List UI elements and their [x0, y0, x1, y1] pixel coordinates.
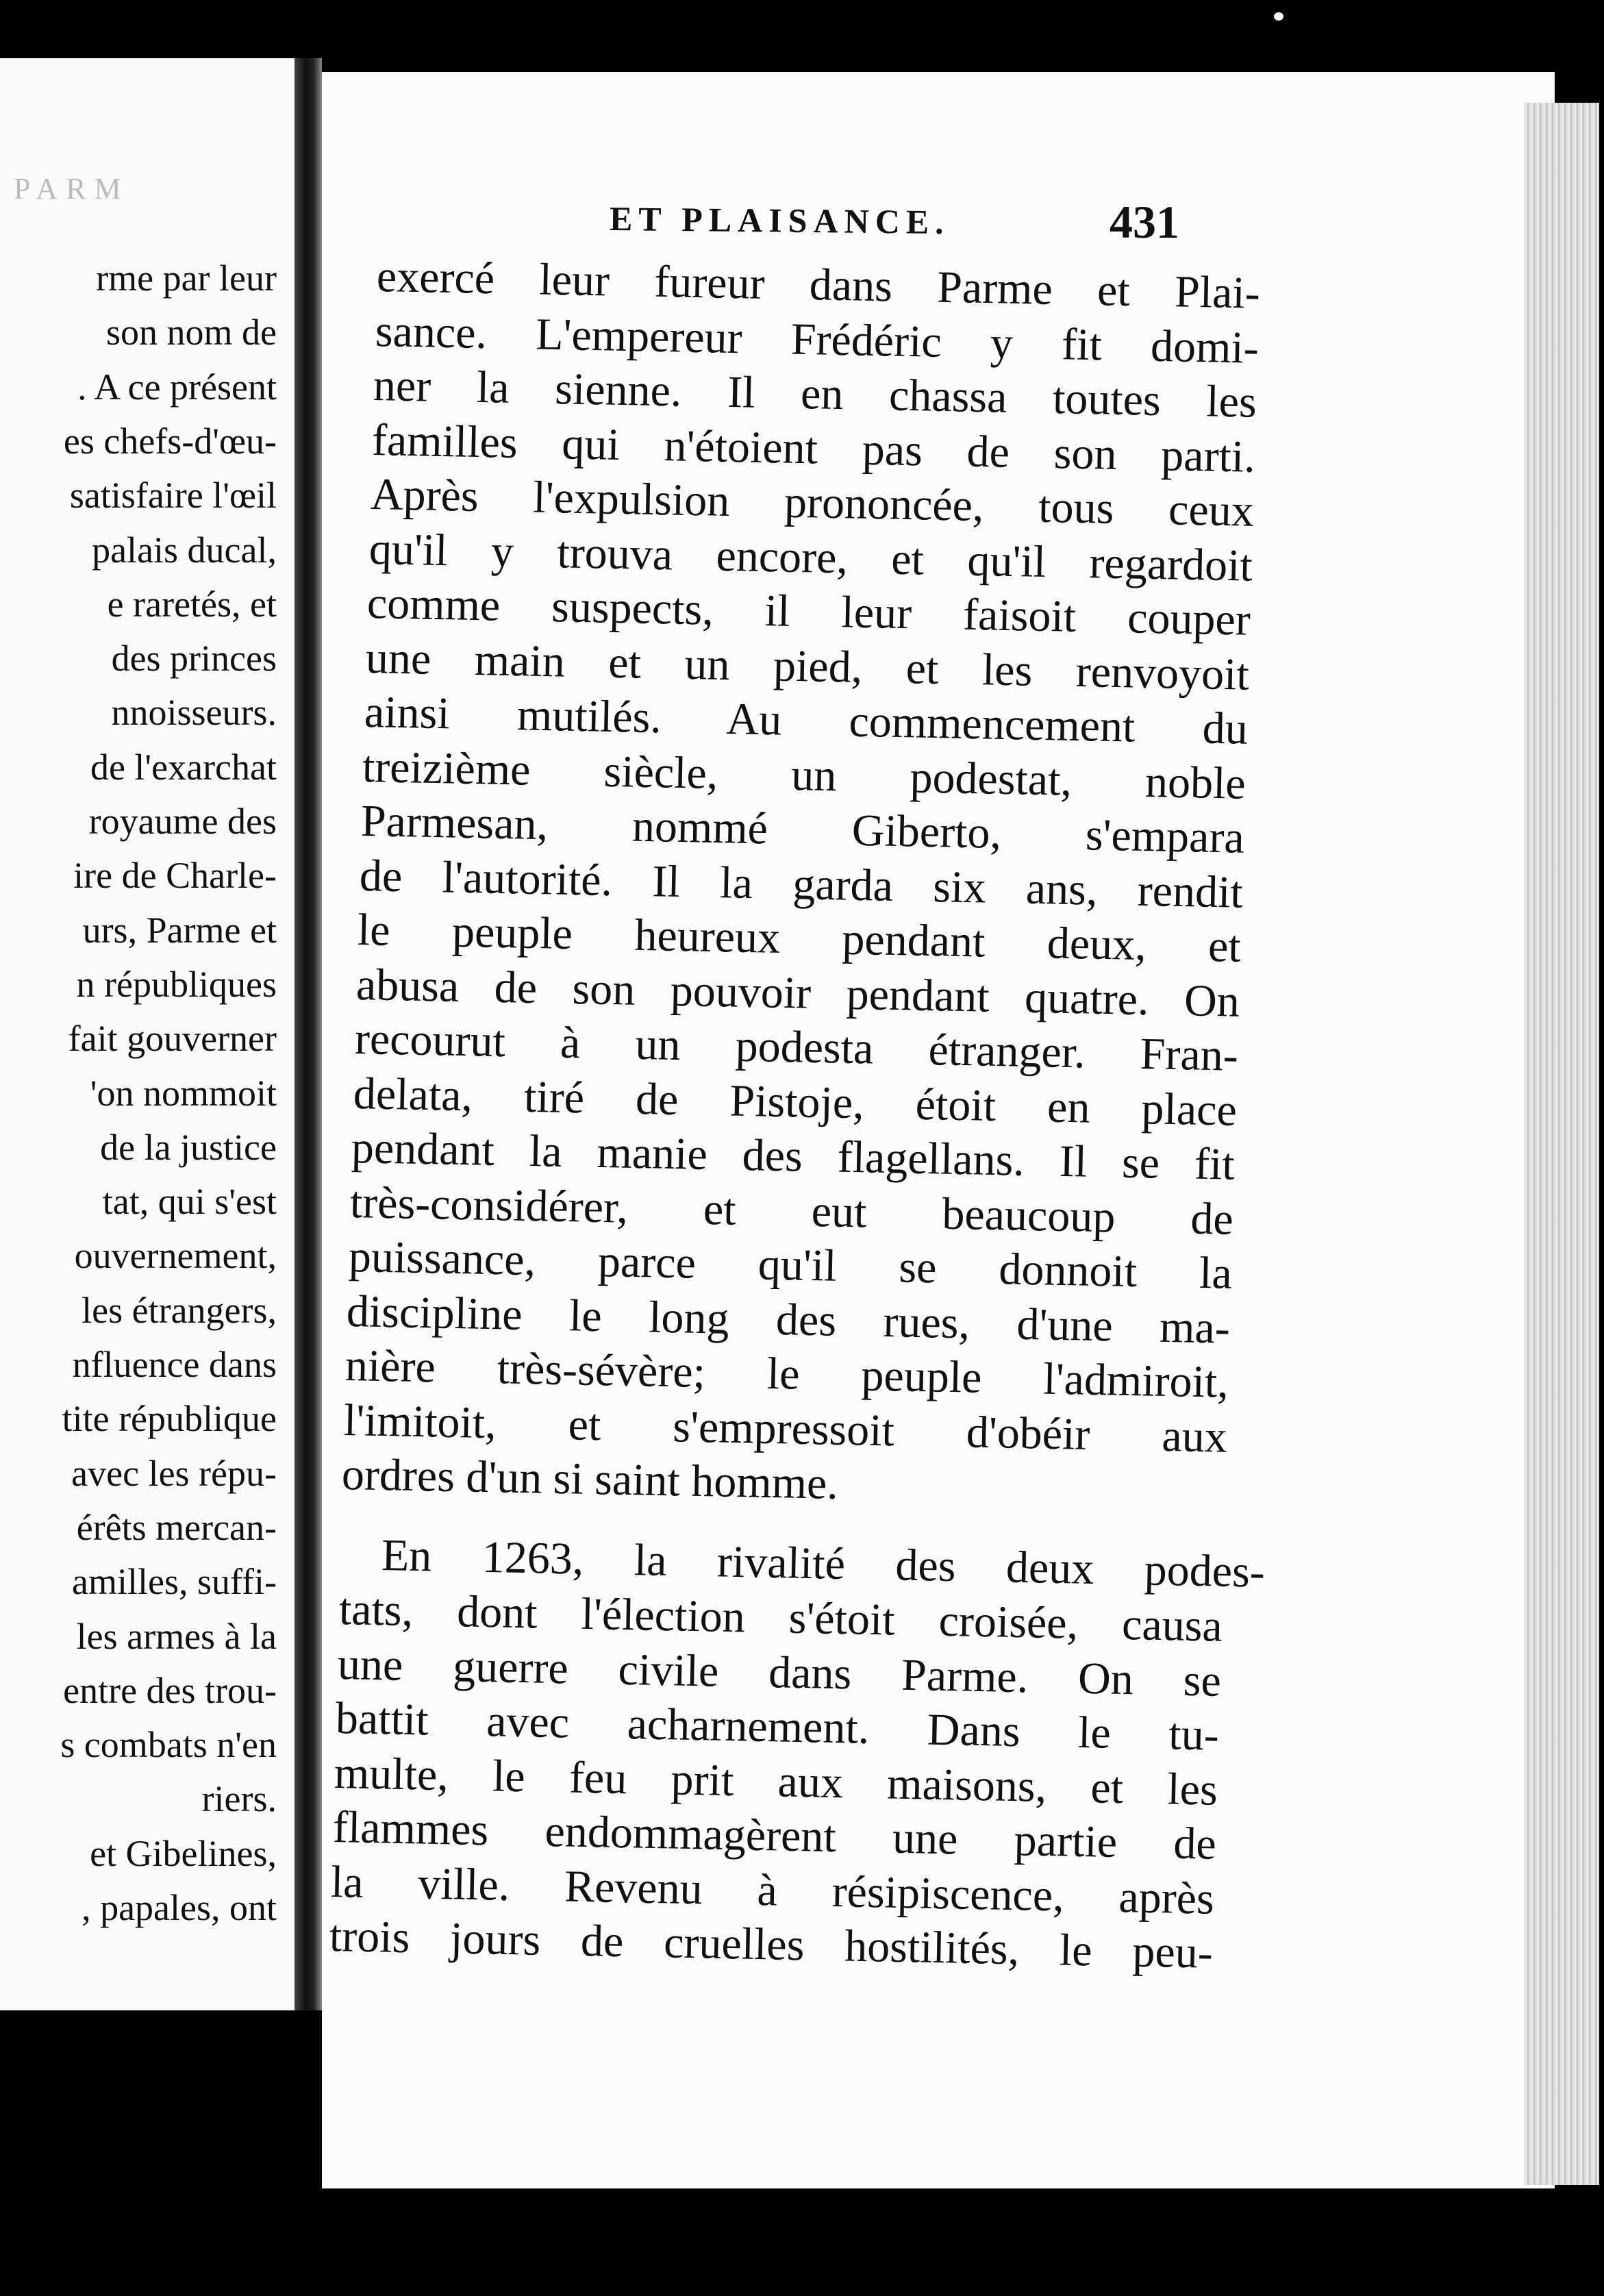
text-line: pendant la manie des flagellans. Il se fit	[351, 1123, 1236, 1190]
running-head: ET PLAISANCE.	[609, 199, 951, 242]
page-number: 431	[1110, 196, 1179, 248]
left-text-line: tite république	[62, 1398, 277, 1440]
text-line: familles qui n'étoient pas de son parti.	[371, 414, 1256, 482]
page-edges	[1524, 103, 1599, 2185]
left-text-line: ouvernement,	[74, 1235, 277, 1277]
text-line: En 1263, la rivalité des deux podes-	[381, 1530, 1266, 1597]
left-text-line: nnoisseurs.	[111, 692, 277, 734]
text-line: delata, tiré de Pistoje, étoit en place	[352, 1068, 1237, 1136]
left-text-line: les armes à la	[76, 1615, 277, 1657]
left-text-line: entre des trou-	[63, 1669, 277, 1711]
text-line: ainsi mutilés. Au commencement du	[363, 687, 1249, 754]
left-text-line: et Gibelines,	[90, 1832, 277, 1874]
left-text-line: es chefs-d'œu-	[63, 420, 277, 462]
text-line: flammes endommagèrent une partie de	[331, 1802, 1217, 1869]
left-text-line: satisfaire l'œil	[69, 475, 277, 516]
text-line: Parmesan, nommé Giberto, s'empara	[360, 796, 1245, 863]
left-text-line: avec les répu-	[71, 1452, 277, 1494]
text-line: une guerre civile dans Parme. On se	[336, 1638, 1221, 1706]
text-line: ner la sienne. Il en chassa toutes les	[373, 360, 1257, 427]
book-gutter	[295, 58, 322, 2010]
text-line: nière très-sévère; le peuple l'admiroit,	[344, 1340, 1229, 1408]
text-line: battit avec acharnement. Dans le tu-	[335, 1693, 1220, 1760]
current-page	[322, 72, 1555, 2188]
corner-speck	[1274, 12, 1283, 21]
text-line: la ville. Revenu à résipiscence, après	[330, 1856, 1215, 1924]
left-text-line: fait gouverner	[68, 1018, 277, 1060]
text-line: ordres d'un si saint homme.	[341, 1449, 839, 1509]
left-text-line: de l'exarchat	[90, 746, 277, 788]
left-text-line: . A ce présent	[77, 366, 277, 408]
left-text-line: royaume des	[88, 801, 277, 842]
left-text-line: ire de Charle-	[73, 855, 277, 897]
text-line: multe, le feu prit aux maisons, et les	[334, 1747, 1218, 1815]
text-line: recourut à un podesta étranger. Fran-	[354, 1014, 1239, 1081]
left-text-line: tat, qui s'est	[102, 1181, 277, 1223]
text-line: tats, dont l'élection s'étoit croisée, causa	[338, 1584, 1223, 1651]
left-text-line: amilles, suffi-	[72, 1561, 277, 1603]
text-line: comme suspects, il leur faisoit couper	[366, 578, 1251, 645]
left-text-line: les étrangers,	[82, 1289, 277, 1331]
text-line: trois jours de cruelles hostilités, le peu-	[329, 1911, 1214, 1978]
left-text-line: urs, Parme et	[82, 909, 277, 951]
text-line: de l'autorité. Il la garda six ans, rendit	[358, 850, 1244, 918]
previous-page	[0, 58, 295, 2010]
left-text-line: n républiques	[76, 963, 277, 1005]
left-text-line: de la justice	[100, 1126, 277, 1168]
text-line: le peuple heureux pendant deux, et	[357, 905, 1242, 972]
text-line: puissance, parce qu'il se donnoit la	[347, 1232, 1233, 1299]
text-line: treizième siècle, un podestat, noble	[362, 741, 1246, 809]
text-line: discipline le long des rues, d'une ma-	[346, 1286, 1231, 1353]
text-line: l'imitoit, et s'empressoit d'obéir aux	[342, 1395, 1228, 1462]
text-line: très-considérer, et eut beaucoup de	[349, 1177, 1234, 1245]
left-text-line: nfluence dans	[72, 1344, 277, 1385]
text-line: une main et un pied, et les renvoyoit	[365, 632, 1250, 700]
left-running-head: PARM	[14, 172, 129, 205]
text-line: exercé leur fureur dans Parme et Plai-	[376, 251, 1261, 319]
text-line: Après l'expulsion prononcée, tous ceux	[370, 469, 1255, 536]
page-body-text	[322, 72, 1555, 2188]
left-text-line: s combats n'en	[60, 1724, 277, 1766]
left-text-line: , papales, ont	[82, 1887, 277, 1928]
left-text-line: rme par leur	[96, 258, 277, 299]
left-text-line: érêts mercan-	[76, 1506, 277, 1548]
left-text-line: palais ducal,	[92, 529, 277, 571]
text-line: sance. L'empereur Frédéric y fit domi-	[374, 305, 1260, 373]
left-text-line: e raretés, et	[107, 583, 277, 625]
text-line: qu'il y trouva encore, et qu'il regardoit	[368, 523, 1253, 591]
text-line: abusa de son pouvoir pendant quatre. On	[355, 959, 1240, 1027]
left-text-line: son nom de	[106, 312, 277, 353]
left-text-line: des princes	[111, 638, 277, 679]
left-text-line: riers.	[201, 1778, 277, 1820]
left-text-line: 'on nommoit	[90, 1072, 277, 1114]
